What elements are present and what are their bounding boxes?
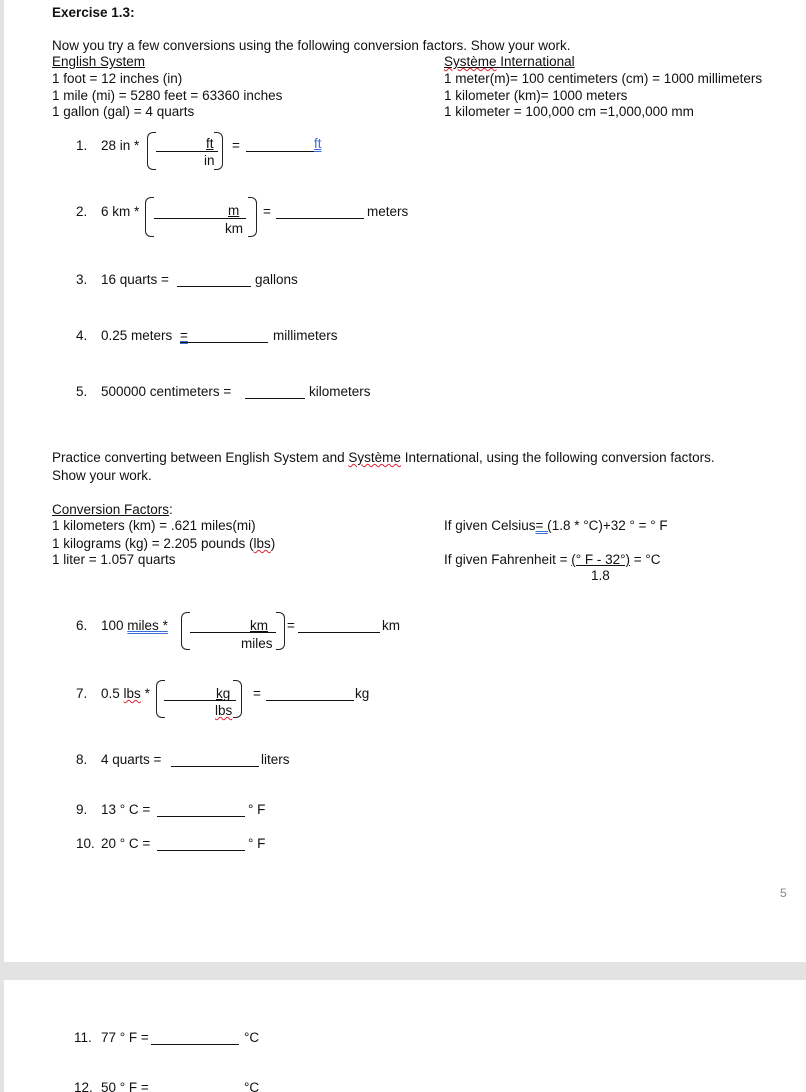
formula-text: = °C [630,552,661,567]
question-text: 50 ° F = [101,1080,149,1092]
fraction-bottom-unit: in [204,153,215,168]
fraction-top-unit: m [228,203,240,218]
exercise-title: Exercise 1.3: [52,5,135,20]
english-line: 1 gallon (gal) = 4 quarts [52,104,195,119]
question-text: 0.25 meters [101,328,173,343]
practice-text: International, using the following conversion factors. [400,450,715,465]
given-value: 6 km * [101,204,140,219]
question-number: 2. [76,204,88,219]
question-text: 13 ° C = [101,802,151,817]
factor-line: 1 kilometers (km) = .621 miles(mi) [52,518,256,533]
given-number: 100 [101,618,124,633]
factor-text: ) [270,536,276,551]
given-value [101,686,150,702]
question-number: 11. [74,1030,92,1045]
answer-blank[interactable] [157,816,245,817]
si-line: 1 kilometer (km)= 1000 meters [444,88,628,103]
si-line: 1 kilometer = 100,000 cm =1,000,000 mm [444,104,694,119]
answer-blank[interactable] [246,151,314,152]
formula-text: If given Celsius [444,518,536,533]
answer-unit: km [382,618,400,633]
multiply-sign: * [144,686,150,701]
answer-unit: ° F [248,836,266,851]
factors-heading [52,502,173,518]
factors-heading-colon: : [169,502,173,517]
given-value [101,618,168,634]
answer-blank[interactable] [157,850,245,851]
bracket-right [248,197,257,237]
question-number: 12. [74,1080,93,1092]
factors-heading-text: Conversion Factors [52,502,170,517]
english-line: 1 foot = 12 inches (in) [52,71,183,86]
answer-blank[interactable] [180,342,268,343]
si-heading [444,54,575,70]
formula-numerator: (° F - 32°) [571,552,631,567]
fahrenheit-formula [444,552,661,568]
bracket-left [145,197,154,237]
answer-unit: liters [261,752,290,767]
equals: = [180,328,188,343]
question-number: 1. [76,138,88,153]
bracket-left [147,132,156,170]
question-number: 3. [76,272,88,287]
given-unit: miles [127,618,159,633]
fraction-top-unit: ft [206,136,214,151]
answer-blank[interactable] [276,218,364,219]
english-line: 1 mile (mi) = 5280 feet = 63360 inches [52,88,283,103]
intro-text: Now you try a few conversions using the following conversion factors. Show your work. [52,38,571,53]
fraction-bottom-unit: km [225,221,243,236]
given-unit: lbs [123,686,141,701]
answer-blank[interactable] [177,286,251,287]
question-number: 7. [76,686,88,701]
given-star [159,618,168,633]
english-heading: English System [52,54,146,69]
formula-text: 1.8 * °C)+32 ° = ° F [551,518,668,533]
si-heading-word: Système [444,54,497,69]
answer-blank[interactable] [298,632,380,633]
answer-unit: °C [244,1080,260,1092]
question-number: 6. [76,618,88,633]
formula-text: = ( [535,518,552,533]
answer-unit: millimeters [273,328,338,343]
si-heading-word: International [500,54,575,69]
given-number: 0.5 [101,686,120,701]
answer-unit: kg [355,686,370,701]
equals: = [287,618,295,633]
answer-blank[interactable] [245,398,305,399]
bracket-right [233,680,242,718]
question-number: 10. [76,836,95,851]
page-number: 5 [780,886,787,900]
question-number: 9. [76,802,88,817]
fraction-top-unit: km [250,618,268,633]
fraction-bottom-unit: lbs [215,703,233,718]
answer-unit: meters [367,204,409,219]
worksheet-page-1 [4,0,806,962]
bracket-right [214,132,223,170]
formula-text: If given Fahrenheit = [444,552,572,567]
bracket-right [276,612,285,650]
factor-text: 1 kilograms (kg) = 2.205 pounds ( [52,536,254,551]
answer-blank[interactable] [171,766,259,767]
answer-unit: °C [244,1030,260,1045]
bracket-left [156,680,165,718]
formula-denominator: 1.8 [591,568,610,583]
bracket-left [181,612,190,650]
answer-blank[interactable] [151,1044,239,1045]
factor-line: 1 liter = 1.057 quarts [52,552,176,567]
factor-line [52,536,275,552]
practice-text: Practice converting between English System and [52,450,349,465]
answer-blank[interactable] [266,700,354,701]
equals: = [232,138,240,153]
given-value: 28 in * [101,138,140,153]
celsius-formula [444,518,668,534]
practice-line-2: Show your work. [52,468,152,483]
answer-unit: ft [314,136,322,151]
answer-unit: ° F [248,802,266,817]
si-line: 1 meter(m)= 100 centimeters (cm) = 1000 millimeters [444,71,763,86]
question-text: 16 quarts = [101,272,169,287]
practice-line-1 [52,450,715,466]
worksheet-page-2 [4,980,806,1092]
question-text: 500000 centimeters = [101,384,232,399]
equals: = [253,686,261,701]
question-number: 4. [76,328,88,343]
question-text: 77 ° F = [101,1030,149,1045]
factor-text: lbs [253,536,271,551]
question-text: 4 quarts = [101,752,162,767]
equals: = [263,204,271,219]
fraction-bottom-unit: miles [241,636,273,651]
answer-unit: kilometers [309,384,371,399]
answer-unit: gallons [255,272,298,287]
fraction-top-unit: kg [216,686,231,701]
question-number: 5. [76,384,88,399]
practice-text: Système [348,450,401,465]
question-text: 20 ° C = [101,836,151,851]
question-number: 8. [76,752,88,767]
multiply-sign: * [162,618,168,633]
